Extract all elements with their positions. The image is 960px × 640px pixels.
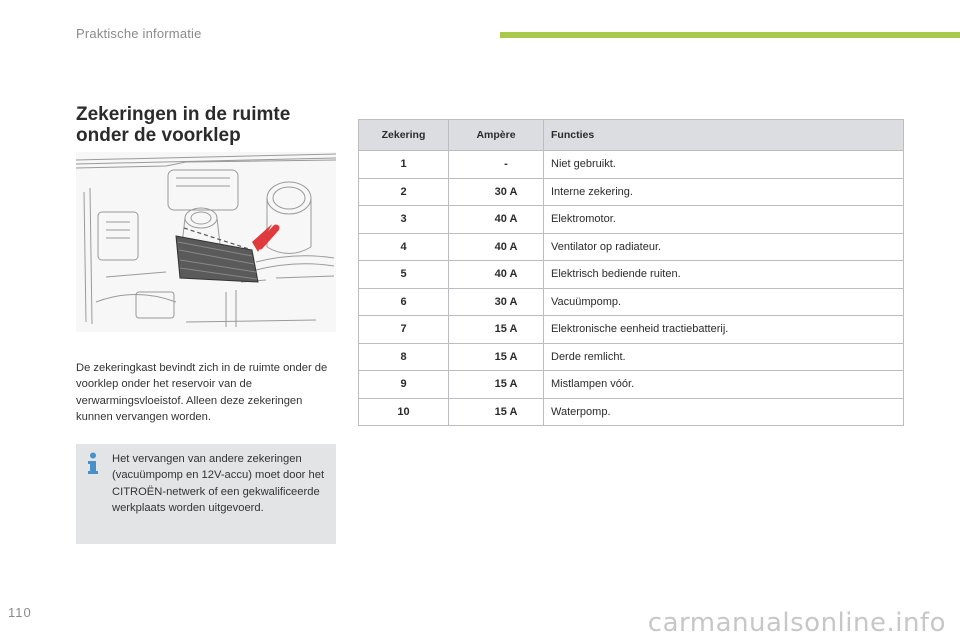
page-number: 110 (8, 605, 32, 620)
header-functies: Functies (544, 120, 904, 151)
fuse-function: Derde remlicht. (544, 343, 904, 371)
fuse-table (358, 119, 904, 426)
fuse-ampere: 40 A (449, 261, 544, 289)
fuse-function: Vacuümpomp. (544, 288, 904, 316)
fuse-function: Interne zekering. (544, 178, 904, 206)
table-row (359, 343, 904, 371)
fuse-function: Elektromotor. (544, 206, 904, 234)
title-line-2: onder de voorklep (76, 125, 241, 146)
engine-fusebox-illustration (76, 152, 336, 332)
header-ampere: Ampère (449, 120, 544, 151)
info-note-text: Het vervangen van andere zekeringen (vacuümpomp en 12V-accu) moet door het CITROËN-netwerk of een gekwalificeerde werkplaats worden uitgevoerd. (112, 453, 325, 514)
table-row (359, 233, 904, 261)
fuse-ampere: 30 A (449, 288, 544, 316)
fuse-ampere: 15 A (449, 343, 544, 371)
fuse-number: 4 (359, 233, 449, 261)
title-line-1: Zekeringen in de ruimte (76, 104, 291, 125)
fuse-ampere: 40 A (449, 233, 544, 261)
table-header-row (359, 120, 904, 151)
site-watermark: carmanualsonline.info (647, 608, 946, 638)
table-row (359, 178, 904, 206)
fuse-number: 8 (359, 343, 449, 371)
page-title (76, 104, 346, 146)
fuse-number: 3 (359, 206, 449, 234)
header-zekering: Zekering (359, 120, 449, 151)
fuse-ampere: 15 A (449, 316, 544, 344)
fuse-function: Niet gebruikt. (544, 151, 904, 179)
fuse-function: Mistlampen vóór. (544, 371, 904, 399)
fuse-function: Ventilator op radiateur. (544, 233, 904, 261)
table-row (359, 371, 904, 399)
table-row (359, 316, 904, 344)
table-row (359, 288, 904, 316)
fuse-number: 5 (359, 261, 449, 289)
fuse-number: 9 (359, 371, 449, 399)
table-row (359, 151, 904, 179)
fuse-number: 1 (359, 151, 449, 179)
fuse-number: 10 (359, 398, 449, 426)
fuse-function: Elektronische eenheid tractiebatterij. (544, 316, 904, 344)
body-paragraph: De zekeringkast bevindt zich in de ruimte onder de voorklep onder het reservoir van de verwarmingsvloeistof. Alleen deze zekeringen kunnen vervangen worden. (76, 362, 328, 424)
table-row (359, 398, 904, 426)
table-row (359, 206, 904, 234)
table-row (359, 261, 904, 289)
fuse-ampere: 15 A (449, 371, 544, 399)
fuse-number: 2 (359, 178, 449, 206)
fuse-number: 6 (359, 288, 449, 316)
header-accent-bar (500, 32, 960, 38)
fuse-number: 7 (359, 316, 449, 344)
info-icon (86, 452, 100, 474)
info-note-box (76, 444, 336, 544)
fuse-function: Waterpomp. (544, 398, 904, 426)
fuse-ampere: - (449, 151, 544, 179)
fuse-ampere: 40 A (449, 206, 544, 234)
section-header-label: Praktische informatie (76, 26, 202, 41)
fuse-ampere: 30 A (449, 178, 544, 206)
fuse-function: Elektrisch bediende ruiten. (544, 261, 904, 289)
fuse-ampere: 15 A (449, 398, 544, 426)
